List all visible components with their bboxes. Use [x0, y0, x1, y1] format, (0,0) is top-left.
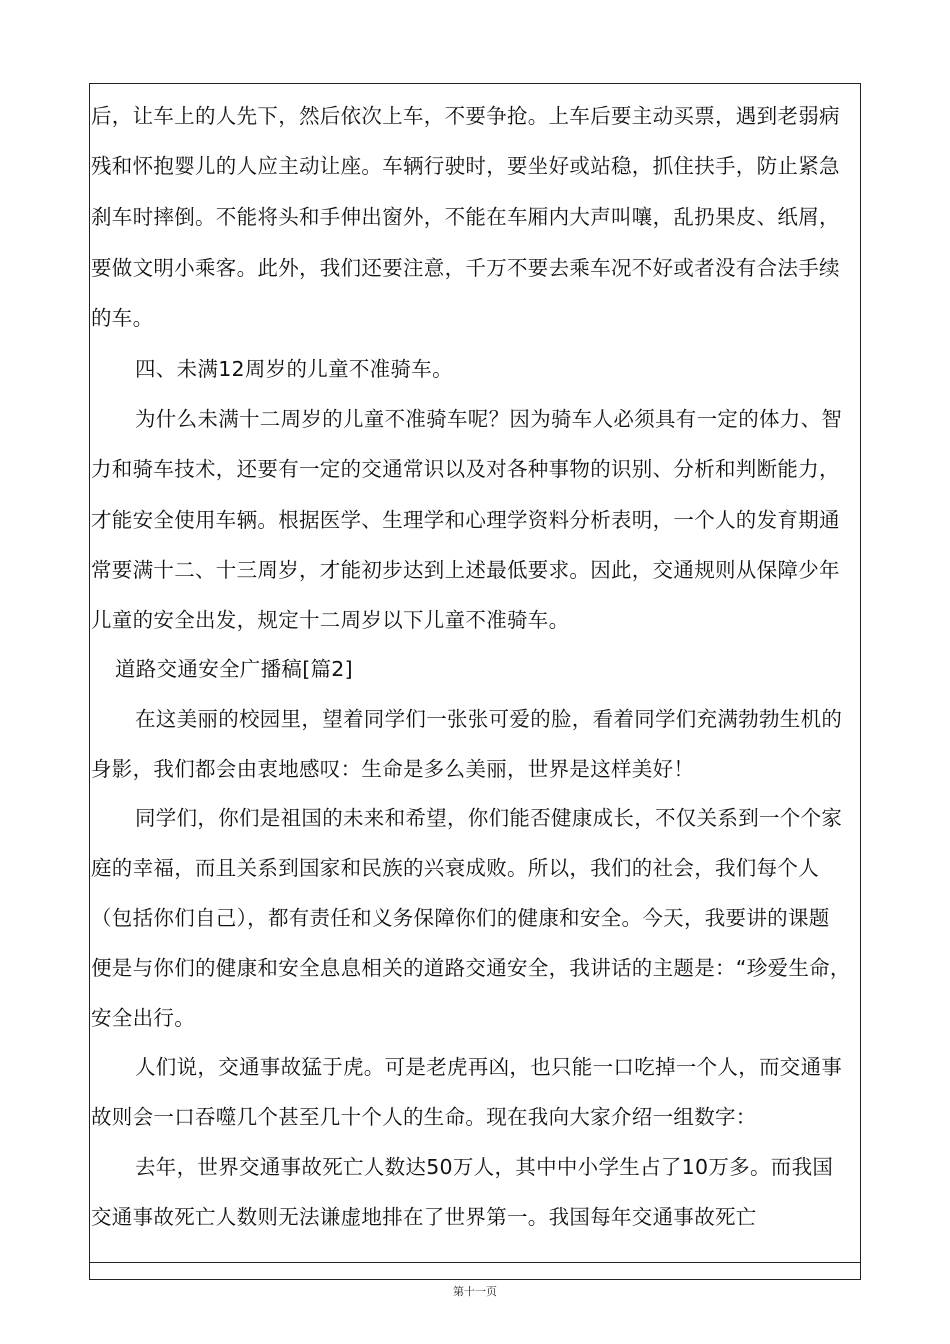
text-line: 刹车时摔倒。不能将头和手伸出窗外，不能在车厢内大声叫嚷，乱扔果皮、纸屑， [91, 205, 840, 229]
text-line: 力和骑车技术，还要有一定的交通常识以及对各种事物的识别、分析和判断能力， [91, 457, 840, 481]
text-line: 故则会一口吞噬几个甚至几十个人的生命。现在我向大家介绍一组数字： [91, 1105, 757, 1129]
text-line: 才能安全使用车辆。根据医学、生理学和心理学资料分析表明，一个人的发育期通 [91, 508, 840, 532]
text-line: 为什么未满十二周岁的儿童不准骑车呢？因为骑车人必须具有一定的体力、智 [135, 407, 843, 431]
footer-divider [89, 1262, 861, 1263]
text-line: 便是与你们的健康和安全息息相关的道路交通安全，我讲话的主题是：“珍爱生命， [91, 956, 851, 980]
section-heading: 四、未满12周岁的儿童不准骑车。 [135, 357, 453, 381]
text-line: 儿童的安全出发，规定十二周岁以下儿童不准骑车。 [91, 608, 570, 632]
text-line: 同学们，你们是祖国的未来和希望，你们能否健康成长，不仅关系到一个个家 [135, 806, 843, 830]
article-title: 道路交通安全广播稿[篇2] [115, 657, 353, 681]
text-line: 人们说，交通事故猛于虎。可是老虎再凶，也只能一口吃掉一个人，而交通事 [135, 1055, 843, 1079]
text-line: 要做文明小乘客。此外，我们还要注意，千万不要去乘车况不好或者没有合法手续 [91, 256, 840, 280]
text-line: 常要满十二、十三周岁，才能初步达到上述最低要求。因此，交通规则从保障少年 [91, 558, 840, 582]
text-line: 庭的幸福，而且关系到国家和民族的兴衰成败。所以，我们的社会，我们每个人 [91, 856, 819, 880]
text-line: （包括你们自己），都有责任和义务保障你们的健康和安全。今天，我要讲的课题 [91, 906, 830, 930]
text-line: 安全出行。 [91, 1006, 195, 1030]
text-line: 后，让车上的人先下，然后依次上车，不要争抢。上车后要主动买票，遇到老弱病 [91, 104, 840, 128]
text-line: 身影，我们都会由衷地感叹：生命是多么美丽，世界是这样美好！ [91, 757, 695, 781]
text-line: 残和怀抱婴儿的人应主动让座。车辆行驶时，要坐好或站稳，抓住扶手，防止紧急 [91, 154, 840, 178]
text-line: 在这美丽的校园里，望着同学们一张张可爱的脸，看着同学们充满勃勃生机的 [135, 707, 843, 731]
page-number: 第十一页 [453, 1285, 497, 1298]
text-line: 的车。 [91, 306, 154, 330]
text-line: 交通事故死亡人数则无法谦虚地排在了世界第一。我国每年交通事故死亡 [91, 1205, 757, 1229]
text-line: 去年，世界交通事故死亡人数达50万人，其中中小学生占了10万多。而我国 [135, 1155, 834, 1179]
